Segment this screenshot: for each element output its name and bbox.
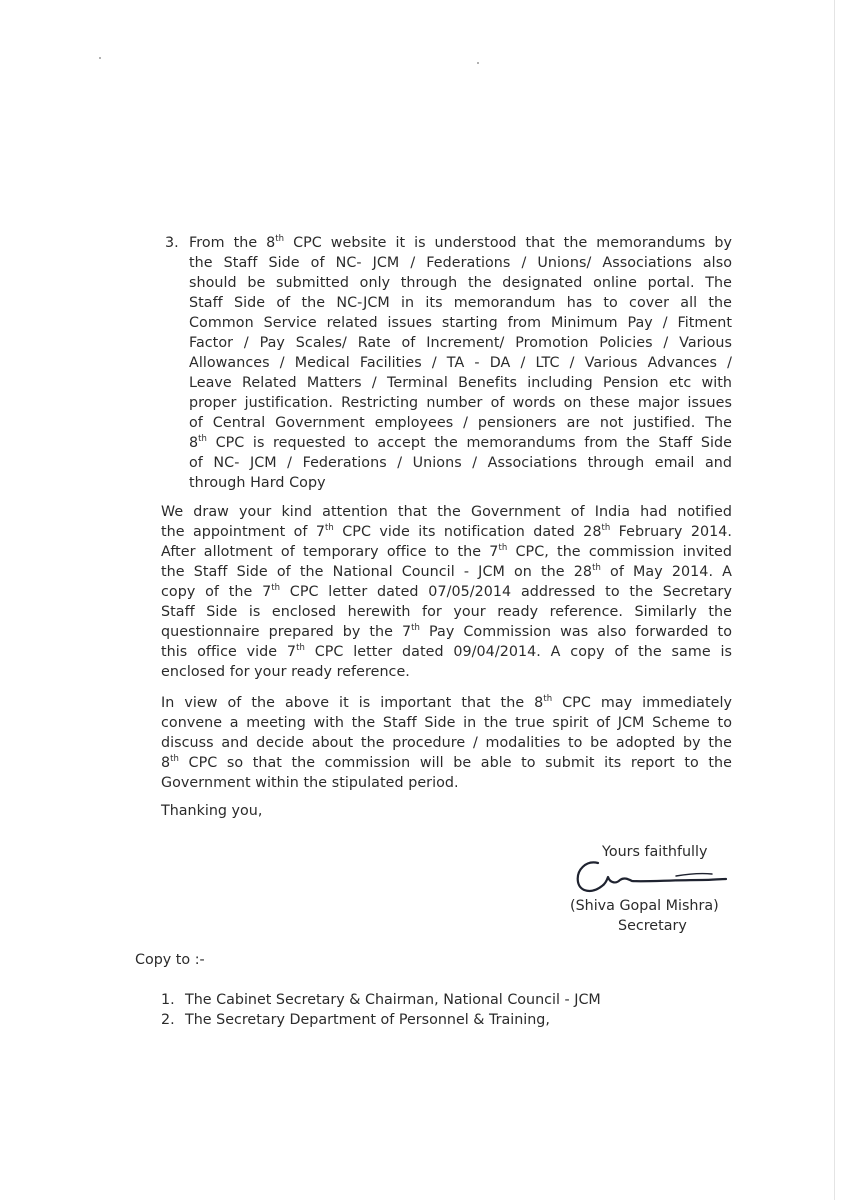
signatory-title: Secretary bbox=[618, 918, 687, 934]
text-run: After allotment of temporary office to the 7 bbox=[161, 544, 499, 560]
text-line bbox=[161, 693, 732, 713]
scan-speck bbox=[477, 62, 479, 64]
text-run: CPC may immediately bbox=[552, 695, 732, 711]
text-line bbox=[189, 333, 732, 353]
text-run: convene a meeting with the Staff Side in the true spirit of JCM Scheme to bbox=[161, 715, 732, 731]
ordinal-suffix: th bbox=[296, 643, 305, 654]
text-run: questionnaire prepared by the 7 bbox=[161, 624, 412, 640]
text-run: In view of the above it is important that the 8 bbox=[161, 695, 544, 711]
point-3-number: 3. bbox=[165, 235, 179, 251]
text-run: the appointment of 7 bbox=[161, 524, 326, 540]
text-run: CPC so that the commission will be able to submit its report to the bbox=[178, 755, 732, 771]
text-line bbox=[189, 273, 732, 293]
text-run: February 2014. bbox=[610, 524, 732, 540]
text-run: Factor / Pay Scales/ Rate of Increment/ Promotion Policies / Various bbox=[189, 335, 732, 351]
text-line bbox=[189, 253, 732, 273]
text-line bbox=[189, 373, 732, 393]
text-line bbox=[161, 622, 732, 642]
copy-to-item-number: 2. bbox=[161, 1012, 175, 1028]
ordinal-suffix: th bbox=[498, 543, 508, 554]
text-line bbox=[189, 473, 732, 493]
text-line bbox=[161, 582, 732, 602]
ordinal-suffix: th bbox=[411, 623, 420, 634]
signatory-name: (Shiva Gopal Mishra) bbox=[570, 898, 719, 914]
text-run: CPC vide its notification dated 28 bbox=[333, 524, 602, 540]
text-run: Staff Side of the NC-JCM in its memorandum has to cover all the bbox=[189, 295, 732, 311]
text-run: discuss and decide about the procedure / modalities to be adopted by the bbox=[161, 735, 732, 751]
text-run: 8 bbox=[161, 755, 171, 771]
text-run: We draw your kind attention that the Government of India had notified bbox=[161, 504, 732, 520]
ordinal-suffix: th bbox=[275, 234, 285, 245]
ordinal-suffix: th bbox=[592, 563, 601, 574]
text-run: Allowances / Medical Facilities / TA - DA / LTC / Various Advances / bbox=[189, 355, 732, 371]
yours-faithfully: Yours faithfully bbox=[602, 844, 708, 860]
text-line bbox=[161, 773, 732, 793]
text-line bbox=[161, 662, 732, 682]
ordinal-suffix: th bbox=[601, 523, 611, 534]
text-run: proper justification. Restricting number of words on these major issues bbox=[189, 395, 732, 411]
text-run: copy of the 7 bbox=[161, 584, 272, 600]
text-run: of Central Government employees / pensioners are not justified. The bbox=[189, 415, 732, 431]
text-run: From the 8 bbox=[189, 235, 276, 251]
text-run: the Staff Side of the National Council - JCM on the 28 bbox=[161, 564, 593, 580]
text-run: CPC letter dated 07/05/2014 addressed to the Secretary bbox=[280, 584, 732, 600]
attention-paragraph bbox=[161, 502, 732, 682]
copy-to-heading: Copy to :- bbox=[135, 952, 205, 968]
text-run: of May 2014. A bbox=[600, 564, 732, 580]
text-run: 8 bbox=[189, 435, 199, 451]
text-run: CPC website it is understood that the memorandums by bbox=[284, 235, 732, 251]
text-run: CPC is requested to accept the memorandums from the Staff Side bbox=[206, 435, 732, 451]
text-run: Government within the stipulated period. bbox=[161, 775, 459, 791]
scan-page-edge bbox=[834, 0, 835, 1200]
text-line bbox=[161, 542, 732, 562]
text-run: Common Service related issues starting from Minimum Pay / Fitment bbox=[189, 315, 732, 331]
text-run: CPC, the commission invited bbox=[507, 544, 732, 560]
closing-line: Thanking you, bbox=[161, 803, 263, 819]
text-line bbox=[161, 713, 732, 733]
point-3-paragraph bbox=[189, 233, 732, 493]
copy-to-item: The Secretary Department of Personnel & Training, bbox=[185, 1012, 550, 1028]
text-run: Staff Side is enclosed herewith for your ready reference. Similarly the bbox=[161, 604, 732, 620]
ordinal-suffix: th bbox=[198, 434, 207, 445]
text-run: should be submitted only through the designated online portal. The bbox=[189, 275, 732, 291]
text-line bbox=[161, 753, 732, 773]
text-run: Leave Related Matters / Terminal Benefits including Pension etc with bbox=[189, 375, 732, 391]
text-line bbox=[189, 413, 732, 433]
copy-to-item-number: 1. bbox=[161, 992, 175, 1008]
ordinal-suffix: th bbox=[325, 523, 334, 534]
text-run: Pay Commission was also forwarded to bbox=[420, 624, 732, 640]
text-line bbox=[161, 642, 732, 662]
text-run: this office vide 7 bbox=[161, 644, 297, 660]
scan-speck bbox=[99, 57, 101, 59]
ordinal-suffix: th bbox=[170, 754, 179, 765]
text-line bbox=[161, 522, 732, 542]
text-line bbox=[161, 562, 732, 582]
copy-to-item: The Cabinet Secretary & Chairman, National Council - JCM bbox=[185, 992, 601, 1008]
text-line bbox=[189, 313, 732, 333]
text-line bbox=[161, 502, 732, 522]
text-line bbox=[189, 293, 732, 313]
text-line bbox=[161, 602, 732, 622]
text-line bbox=[189, 393, 732, 413]
request-paragraph bbox=[161, 693, 732, 793]
ordinal-suffix: th bbox=[271, 583, 281, 594]
text-line bbox=[189, 433, 732, 453]
text-line bbox=[161, 733, 732, 753]
text-run: of NC- JCM / Federations / Unions / Associations through email and bbox=[189, 455, 732, 471]
ordinal-suffix: th bbox=[543, 694, 553, 705]
text-line bbox=[189, 353, 732, 373]
text-line bbox=[189, 453, 732, 473]
text-run: through Hard Copy bbox=[189, 475, 326, 491]
text-run: enclosed for your ready reference. bbox=[161, 664, 410, 680]
text-run: CPC letter dated 09/04/2014. A copy of the same is bbox=[304, 644, 733, 660]
text-run: the Staff Side of NC- JCM / Federations / Unions/ Associations also bbox=[189, 255, 732, 271]
text-line bbox=[189, 233, 732, 253]
signature-icon bbox=[572, 858, 732, 898]
